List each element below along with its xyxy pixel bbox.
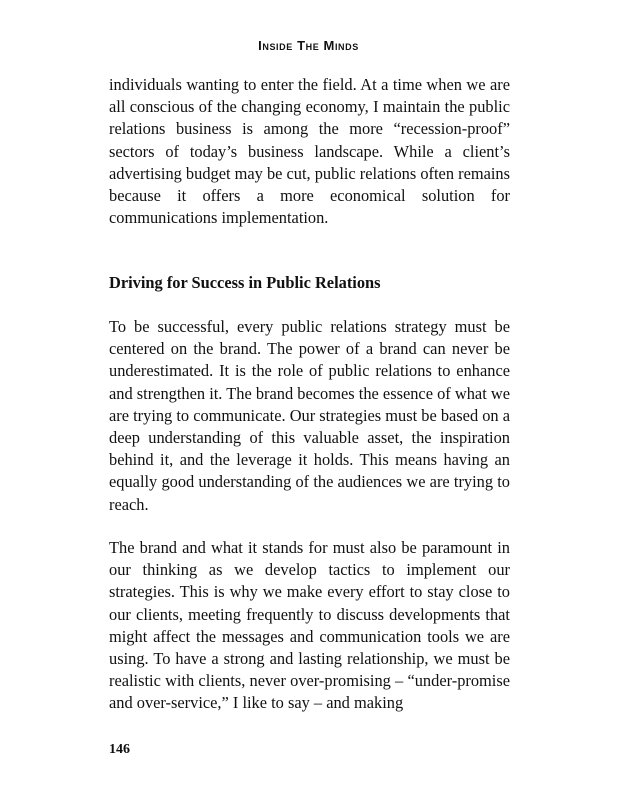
page-number: 146: [109, 742, 130, 757]
section-heading: Driving for Success in Public Relations: [109, 273, 381, 292]
body-paragraph-3: The brand and what it stands for must also be paramount in our thinking as we develop tactics to implement our strategies. This is why we make every effort to stay close to our clients, meeting frequently to discuss developments that might affect the messages and communication tools we are using. To have a strong and lasting relationship, we must be realistic with clients, never over-promising – “under-promise and over-service,” I like to say – and making: [109, 538, 510, 713]
body-paragraph-1: individuals wanting to enter the field. At a time when we are all conscious of the changing economy, I maintain the public relations business is among the more “recession-proof” sectors of today’s business landscape. While a client’s advertising budget may be cut, public relations often remains because it offers a more economical solution for communications implementation.: [109, 75, 511, 228]
running-header: Inside The Minds: [258, 38, 359, 53]
body-paragraph-2: To be successful, every public relations strategy must be centered on the brand. The power of a brand can never be underestimated. It is the role of public relations to enhance and strengthen it. The brand becomes the essence of what we are trying to communicate. Our strategies must be based on a deep understanding of this valuable asset, the inspiration behind it, and the leverage it holds. This means having an equally good understanding of the audiences we are trying to reach.: [109, 317, 510, 514]
